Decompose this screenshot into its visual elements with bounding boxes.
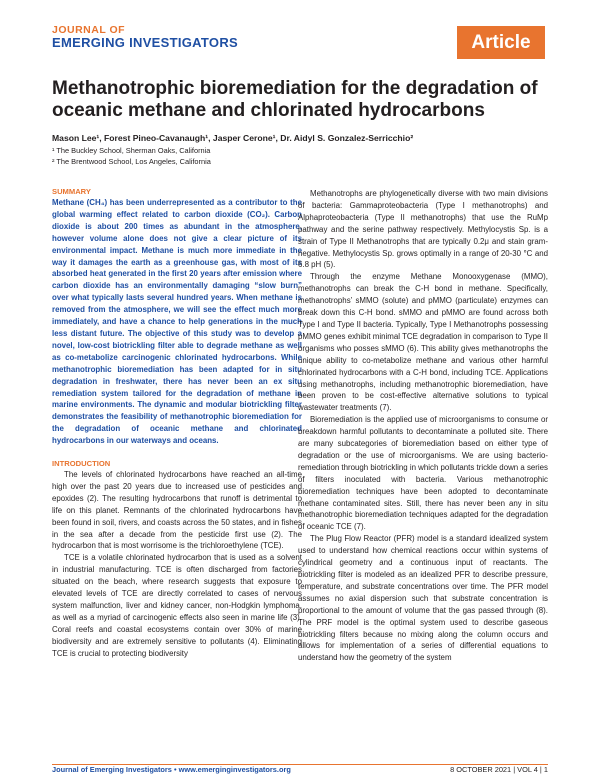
paper-title: Methanotrophic bioremediation for the degradation of oceanic methane and chlorinated hydrocarbons xyxy=(52,78,538,121)
summary-heading: SUMMARY xyxy=(52,187,91,196)
summary-text: Methane (CH₄) has been underrepresented as a contributor to the global warming effect related to carbon dioxide (CO₂). Carbon dioxide is about 200 times as abundant in the atmosphere, however volume alone does not give a clear picture of its environmental impact. Methane is much more immediate in the way it damages the earth as a greenhouse gas, with most of its absorbed heat generated in the first 20 years after emission where carbon dioxide has an environmentally damaging “slow burn” over what typically lasts several hundred years. When methane is removed from the atmosphere, we will see the effect much more immediately, and have a chance to help generations in the much less distant future. The objective of this study was to develop a novel, low-cost biotrickling filter able to degrade methane as well as co-metabolize carcinogenic chlorinated hydrocarbons. While methanotrophic bioremediation has been adapted for in situ degradation in freshwater, there has never been an ex situ remediation system tailored for the degradation of methane in marine environments. The dynamic and modular biotrickling filter demonstrates the feasibility of methanotrophic bioremediation for the degradation of oceanic methane and chlorinated hydrocarbons in our waterways and oceans. xyxy=(52,198,302,446)
journal-logo xyxy=(52,25,238,50)
article-badge: Article xyxy=(457,26,545,59)
logo-line-2: EMERGING INVESTIGATORS xyxy=(52,35,238,50)
body-paragraph: Methanotrophs are phylogenetically diverse with two main divisions of bacteria: Gammaproteobacteria (Type I methanotrophs) and Alphaproteobacteria (Type II methanotrophs) that use the RuMp pathway and the serine pathway respectively. Methylocystis Sp. is a strain of Type II Methanotrophs that are typically 0.2μ and stain gram-negative. Methylocystis Sp. grows optimally in a range of 20-30 °C and 6.8 pH (5). xyxy=(298,189,548,270)
affiliation-1: ¹ The Buckley School, Sherman Oaks, California xyxy=(52,146,211,155)
footer-journal: Journal of Emerging Investigators • www.emerginginvestigators.org xyxy=(52,765,291,774)
body-paragraph: Through the enzyme Methane Monooxygenase (MMO), methanotrophs can break the C-H bond in methane. Specifically, methanotrophs’ sMMO (solute) and pMMO (particulate) enzymes can break down this C-H bond. sMMO and pMMO are found across both Type I and Type II bacteria. Typically, Type I Methanotrophs possessing pMMO genes exhibit minimal TCE degradation in comparison to Type II organisms who posses sMMO (6). This ability gives methanotrophs the unique ability to co-metabolize methane and various other harmful chlorinated hydrocarbons with a C-H bond, including TCE. Applications using methanotrophs, including methanotrophic bioremediation, have been proven to be cost-effective alternative solutions to typical wastewater treatments (7). xyxy=(298,272,548,413)
body-paragraph: The Plug Flow Reactor (PFR) model is a standard idealized system used to understand how chemical reactions occur within systems of cylindrical geometry and a continuous input of reactants. The biotrickling filter is modeled as an idealized PFR to describe pressure, temperature, and substrate concentrations over time. The PFR model assumes no axial dispersion such that substrate concentration is proportional to the amount of volume that the gas passed through (8). The PRF model is the optimal system used to describe gaseous biotrickling filters because no mixing along the column occurs and allows for implementation of a series of differential equations to understand how the geometry of the system xyxy=(298,534,548,663)
body-paragraph: Bioremediation is the applied use of microorganisms to consume or breakdown harmful pollutants to decontaminate a polluted site. There are many subcategories of bioremediation based on either type of degradation or the use of microorganisms. We are using bacterio-remediation through biotrickling in which pollutants trickle down a series of filters inoculated with bacteria. Various methanotrophic bioremediation techniques have been adopted to decontaminate methane contaminated sites. Still, there has never been any in situ methanotrophic bioremediation techniques adapted for the degradation of oceanic TCE (7). xyxy=(298,415,548,532)
introduction-heading: INTRODUCTION xyxy=(52,459,111,469)
intro-paragraph: The levels of chlorinated hydrocarbons have reached an all-time high over the past 20 years due to increased use of pesticides and epoxides (2). The resulting hydrocarbons that runoff is detrimental to life on this planet. Remnants of the chlorinated hydrocarbons have been found in soil, rivers, and coasts across the 50 states, and in fishes in the sea after a decade from the pesticide first use (2). The hydrocarbon that is most worrisome is the trichloroethylene (TCE). xyxy=(52,470,302,551)
left-column xyxy=(52,186,302,660)
right-column xyxy=(298,188,548,664)
intro-paragraph: TCE is a volatile chlorinated hydrocarbon that is used as a solvent in industrial manufacturing. TCE is often discharged from factories situated on the beach, where research suggests that exposure to elevated levels of TCE are directly correlated to cases of nervous system malfunction, liver and kidney cancer, non-Hodgkin lymphoma, as well as a myriad of carcinogenic effects also seen in marine life (3). Coral reefs and coastal ecosystems contain over 30% of marine biodiversity and are extremely sensitive to pollutants (4). Eliminating TCE is crucial to protecting biodiversity xyxy=(52,553,302,658)
author-list: Mason Lee¹, Forest Pineo-Cavanaugh¹, Jasper Cerone¹, Dr. Aidyl S. Gonzalez-Serricchio² xyxy=(52,133,414,143)
affiliation-2: ² The Brentwood School, Los Angeles, California xyxy=(52,157,211,166)
footer-date-volume: 8 OCTOBER 2021 | VOL 4 | 1 xyxy=(450,765,548,774)
logo-line-1: JOURNAL OF xyxy=(52,24,126,36)
